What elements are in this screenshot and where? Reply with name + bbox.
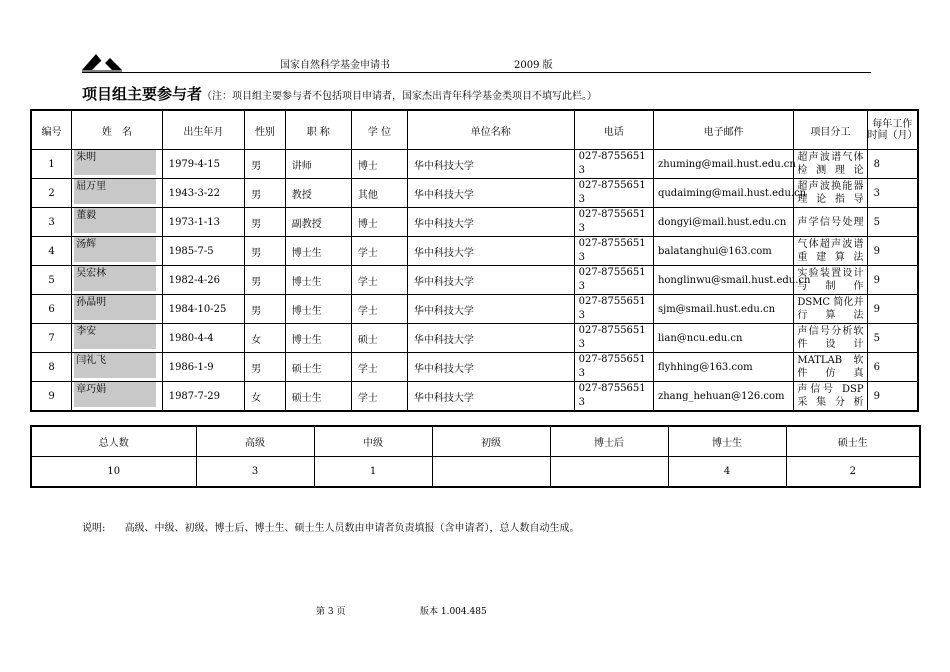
member-phone-line2: 3 [578,368,586,379]
member-birth: 1973-1-13 [162,208,244,237]
stats-value-phd: 4 [668,457,786,488]
table-row [31,179,918,208]
member-phone [574,237,653,266]
member-birth: 1987-7-29 [162,382,244,412]
member-title: 副教授 [285,208,351,237]
col-header-task: 项目分工 [794,110,867,150]
member-phone-line2: 3 [578,310,586,321]
stats-value-senior: 3 [196,457,314,488]
col-header-email: 电子邮件 [653,110,793,150]
stats-value-intermediate: 1 [314,457,432,488]
name-highlight [74,150,156,175]
member-phone-line2: 3 [578,397,586,408]
name-highlight [74,266,156,291]
member-no: 4 [31,237,72,266]
member-name-cell [72,382,163,412]
member-title: 博士生 [285,324,351,353]
member-name: 章巧娟 [76,384,107,395]
member-months: 9 [867,382,918,412]
member-phone-line2: 3 [578,223,586,234]
member-unit: 华中科技大学 [407,266,574,295]
member-task: 超声波换能器理论指导 [794,179,867,208]
member-phone [574,382,653,412]
stats-header-master: 硕士生 [786,426,920,457]
member-phone-line2: 3 [578,252,586,263]
member-task: 声学信号处理 [794,208,867,237]
member-name: 屈万里 [76,181,107,192]
member-gender: 男 [245,353,286,382]
member-unit: 华中科技大学 [407,208,574,237]
member-email: zhang_hehuan@126.com [653,382,793,412]
stats-value-junior [432,457,550,488]
stats-value-total: 10 [31,457,196,488]
table-row [31,324,918,353]
col-header-phone: 电话 [574,110,653,150]
member-name: 朱明 [76,152,97,163]
stats-header-total: 总人数 [31,426,196,457]
member-name-cell [72,237,163,266]
col-header-gender: 性别 [245,110,286,150]
member-name-cell [72,266,163,295]
member-unit: 华中科技大学 [407,382,574,412]
member-title: 硕士生 [285,353,351,382]
table-row [31,266,918,295]
member-degree: 学士 [351,237,407,266]
member-name-cell [72,295,163,324]
member-name-cell [72,150,163,179]
member-title: 博士生 [285,295,351,324]
member-no: 7 [31,324,72,353]
member-email: zhuming@mail.hust.edu.cn [653,150,793,179]
explanation-text: 高级、中级、初级、博士后、博士生、硕士生人员数由申请者负责填报（含申请者），总人数自动生成。 [124,523,580,534]
member-name: 闫礼飞 [76,355,107,366]
col-header-months: 每年工作时间（月） [867,110,918,150]
member-email: qudaiming@mail.hust.edu.cn [653,179,793,208]
member-name: 李安 [76,326,97,337]
member-months: 6 [867,353,918,382]
table-row [31,295,918,324]
explanation-label: 说明: [82,523,106,534]
member-phone-line1: 027-8755651 [578,383,646,394]
member-birth: 1982-4-26 [162,266,244,295]
member-unit: 华中科技大学 [407,324,574,353]
member-degree: 学士 [351,353,407,382]
member-birth: 1986-1-9 [162,353,244,382]
member-birth: 1979-4-15 [162,150,244,179]
member-phone [574,324,653,353]
name-highlight [74,353,156,378]
col-header-no: 编号 [31,110,72,150]
stats-value-postdoc [550,457,668,488]
member-phone-line1: 027-8755651 [578,267,646,278]
member-gender: 男 [245,208,286,237]
member-name: 吴宏林 [76,268,107,279]
header-version: 2009 版 [514,60,553,71]
member-phone-line1: 027-8755651 [578,325,646,336]
member-task: 实验装置设计与制作 [794,266,867,295]
table-row [31,150,918,179]
table-row [31,353,918,382]
member-birth: 1980-4-4 [162,324,244,353]
table-row [31,208,918,237]
member-birth: 1985-7-5 [162,237,244,266]
col-header-name: 姓 名 [72,110,163,150]
member-months: 8 [867,150,918,179]
member-degree: 其他 [351,179,407,208]
header-title: 国家自然科学基金申请书 [280,60,390,71]
member-months: 9 [867,266,918,295]
member-title: 博士生 [285,237,351,266]
member-phone-line1: 027-8755651 [578,354,646,365]
footer-page: 第 3 页 [316,607,346,617]
section-heading: 项目组主要参与者 [82,85,203,103]
name-highlight [74,237,156,262]
member-phone [574,295,653,324]
member-phone-line1: 027-8755651 [578,296,646,307]
stats-header-intermediate: 中级 [314,426,432,457]
member-no: 8 [31,353,72,382]
member-degree: 博士 [351,208,407,237]
member-gender: 女 [245,324,286,353]
member-phone [574,150,653,179]
col-header-birth: 出生年月 [162,110,244,150]
table-row [31,237,918,266]
member-unit: 华中科技大学 [407,353,574,382]
member-no: 5 [31,266,72,295]
member-phone-line1: 027-8755651 [578,151,646,162]
member-degree: 学士 [351,295,407,324]
member-title: 教授 [285,179,351,208]
member-name-cell [72,208,163,237]
section-note: （注：项目组主要参与者不包括项目申请者，国家杰出青年科学基金类项目不填写此栏。） [202,91,598,102]
member-months: 9 [867,295,918,324]
member-months: 5 [867,324,918,353]
member-months: 3 [867,179,918,208]
member-phone-line1: 027-8755651 [578,180,646,191]
member-birth: 1984-10-25 [162,295,244,324]
member-gender: 男 [245,150,286,179]
name-highlight [74,295,156,320]
member-email: sjm@smail.hust.edu.cn [653,295,793,324]
stats-header-phd: 博士生 [668,426,786,457]
member-phone-line1: 027-8755651 [578,238,646,249]
member-phone [574,179,653,208]
member-phone [574,266,653,295]
member-unit: 华中科技大学 [407,150,574,179]
section-title [82,83,597,104]
member-months: 5 [867,208,918,237]
member-no: 6 [31,295,72,324]
member-task: 超声波谱气体检测理论 [794,150,867,179]
member-degree: 博士 [351,150,407,179]
header-divider [82,72,871,73]
member-degree: 硕士 [351,324,407,353]
members-table [30,109,919,412]
stats-header-postdoc: 博士后 [550,426,668,457]
member-name-cell [72,353,163,382]
member-unit: 华中科技大学 [407,179,574,208]
member-phone-line2: 3 [578,194,586,205]
member-unit: 华中科技大学 [407,295,574,324]
name-highlight [74,208,156,233]
member-gender: 男 [245,295,286,324]
member-phone-line2: 3 [578,281,586,292]
member-email: dongyi@mail.hust.edu.cn [653,208,793,237]
member-task: 声信号 DSP 采集分析 [794,382,867,412]
footer-version: 版本 1.004.485 [420,607,487,617]
explanation-note [82,519,580,534]
member-email: honglinwu@smail.hust.edu.cn [653,266,793,295]
stats-header-row [31,426,920,457]
member-task: MATLAB 软件仿真 [794,353,867,382]
stats-header-senior: 高级 [196,426,314,457]
member-no: 2 [31,179,72,208]
member-name: 董毅 [76,210,97,221]
member-birth: 1943-3-22 [162,179,244,208]
stats-header-junior: 初级 [432,426,550,457]
member-degree: 学士 [351,382,407,412]
member-unit: 华中科技大学 [407,237,574,266]
name-highlight [74,179,156,204]
member-task: 声信号分析软件设计 [794,324,867,353]
member-gender: 女 [245,382,286,412]
col-header-degree: 学 位 [351,110,407,150]
member-no: 9 [31,382,72,412]
member-task: DSMC 简化并行算法 [794,295,867,324]
member-email: balatanghui@163.com [653,237,793,266]
member-phone-line2: 3 [578,165,586,176]
table-row [31,382,918,412]
member-no: 1 [31,150,72,179]
member-name: 孙晶明 [76,297,107,308]
member-title: 博士生 [285,266,351,295]
member-email: lian@ncu.edu.cn [653,324,793,353]
member-task: 气体超声波谱重建算法 [794,237,867,266]
member-name-cell [72,324,163,353]
member-gender: 男 [245,179,286,208]
name-highlight [74,382,156,407]
member-degree: 学士 [351,266,407,295]
col-header-title: 职 称 [285,110,351,150]
member-gender: 男 [245,266,286,295]
name-highlight [74,324,156,349]
member-phone-line1: 027-8755651 [578,209,646,220]
col-header-unit: 单位名称 [407,110,574,150]
member-phone [574,208,653,237]
member-name-cell [72,179,163,208]
stats-table [30,425,921,488]
member-phone-line2: 3 [578,339,586,350]
member-title: 硕士生 [285,382,351,412]
stats-value-master: 2 [786,457,920,488]
member-gender: 男 [245,237,286,266]
table-header-row [31,110,918,150]
nsfc-logo-icon [82,50,122,72]
member-name: 汤辉 [76,239,97,250]
member-email: flyhhing@163.com [653,353,793,382]
member-title: 讲师 [285,150,351,179]
member-phone [574,353,653,382]
member-months: 9 [867,237,918,266]
member-no: 3 [31,208,72,237]
stats-value-row [31,457,920,488]
